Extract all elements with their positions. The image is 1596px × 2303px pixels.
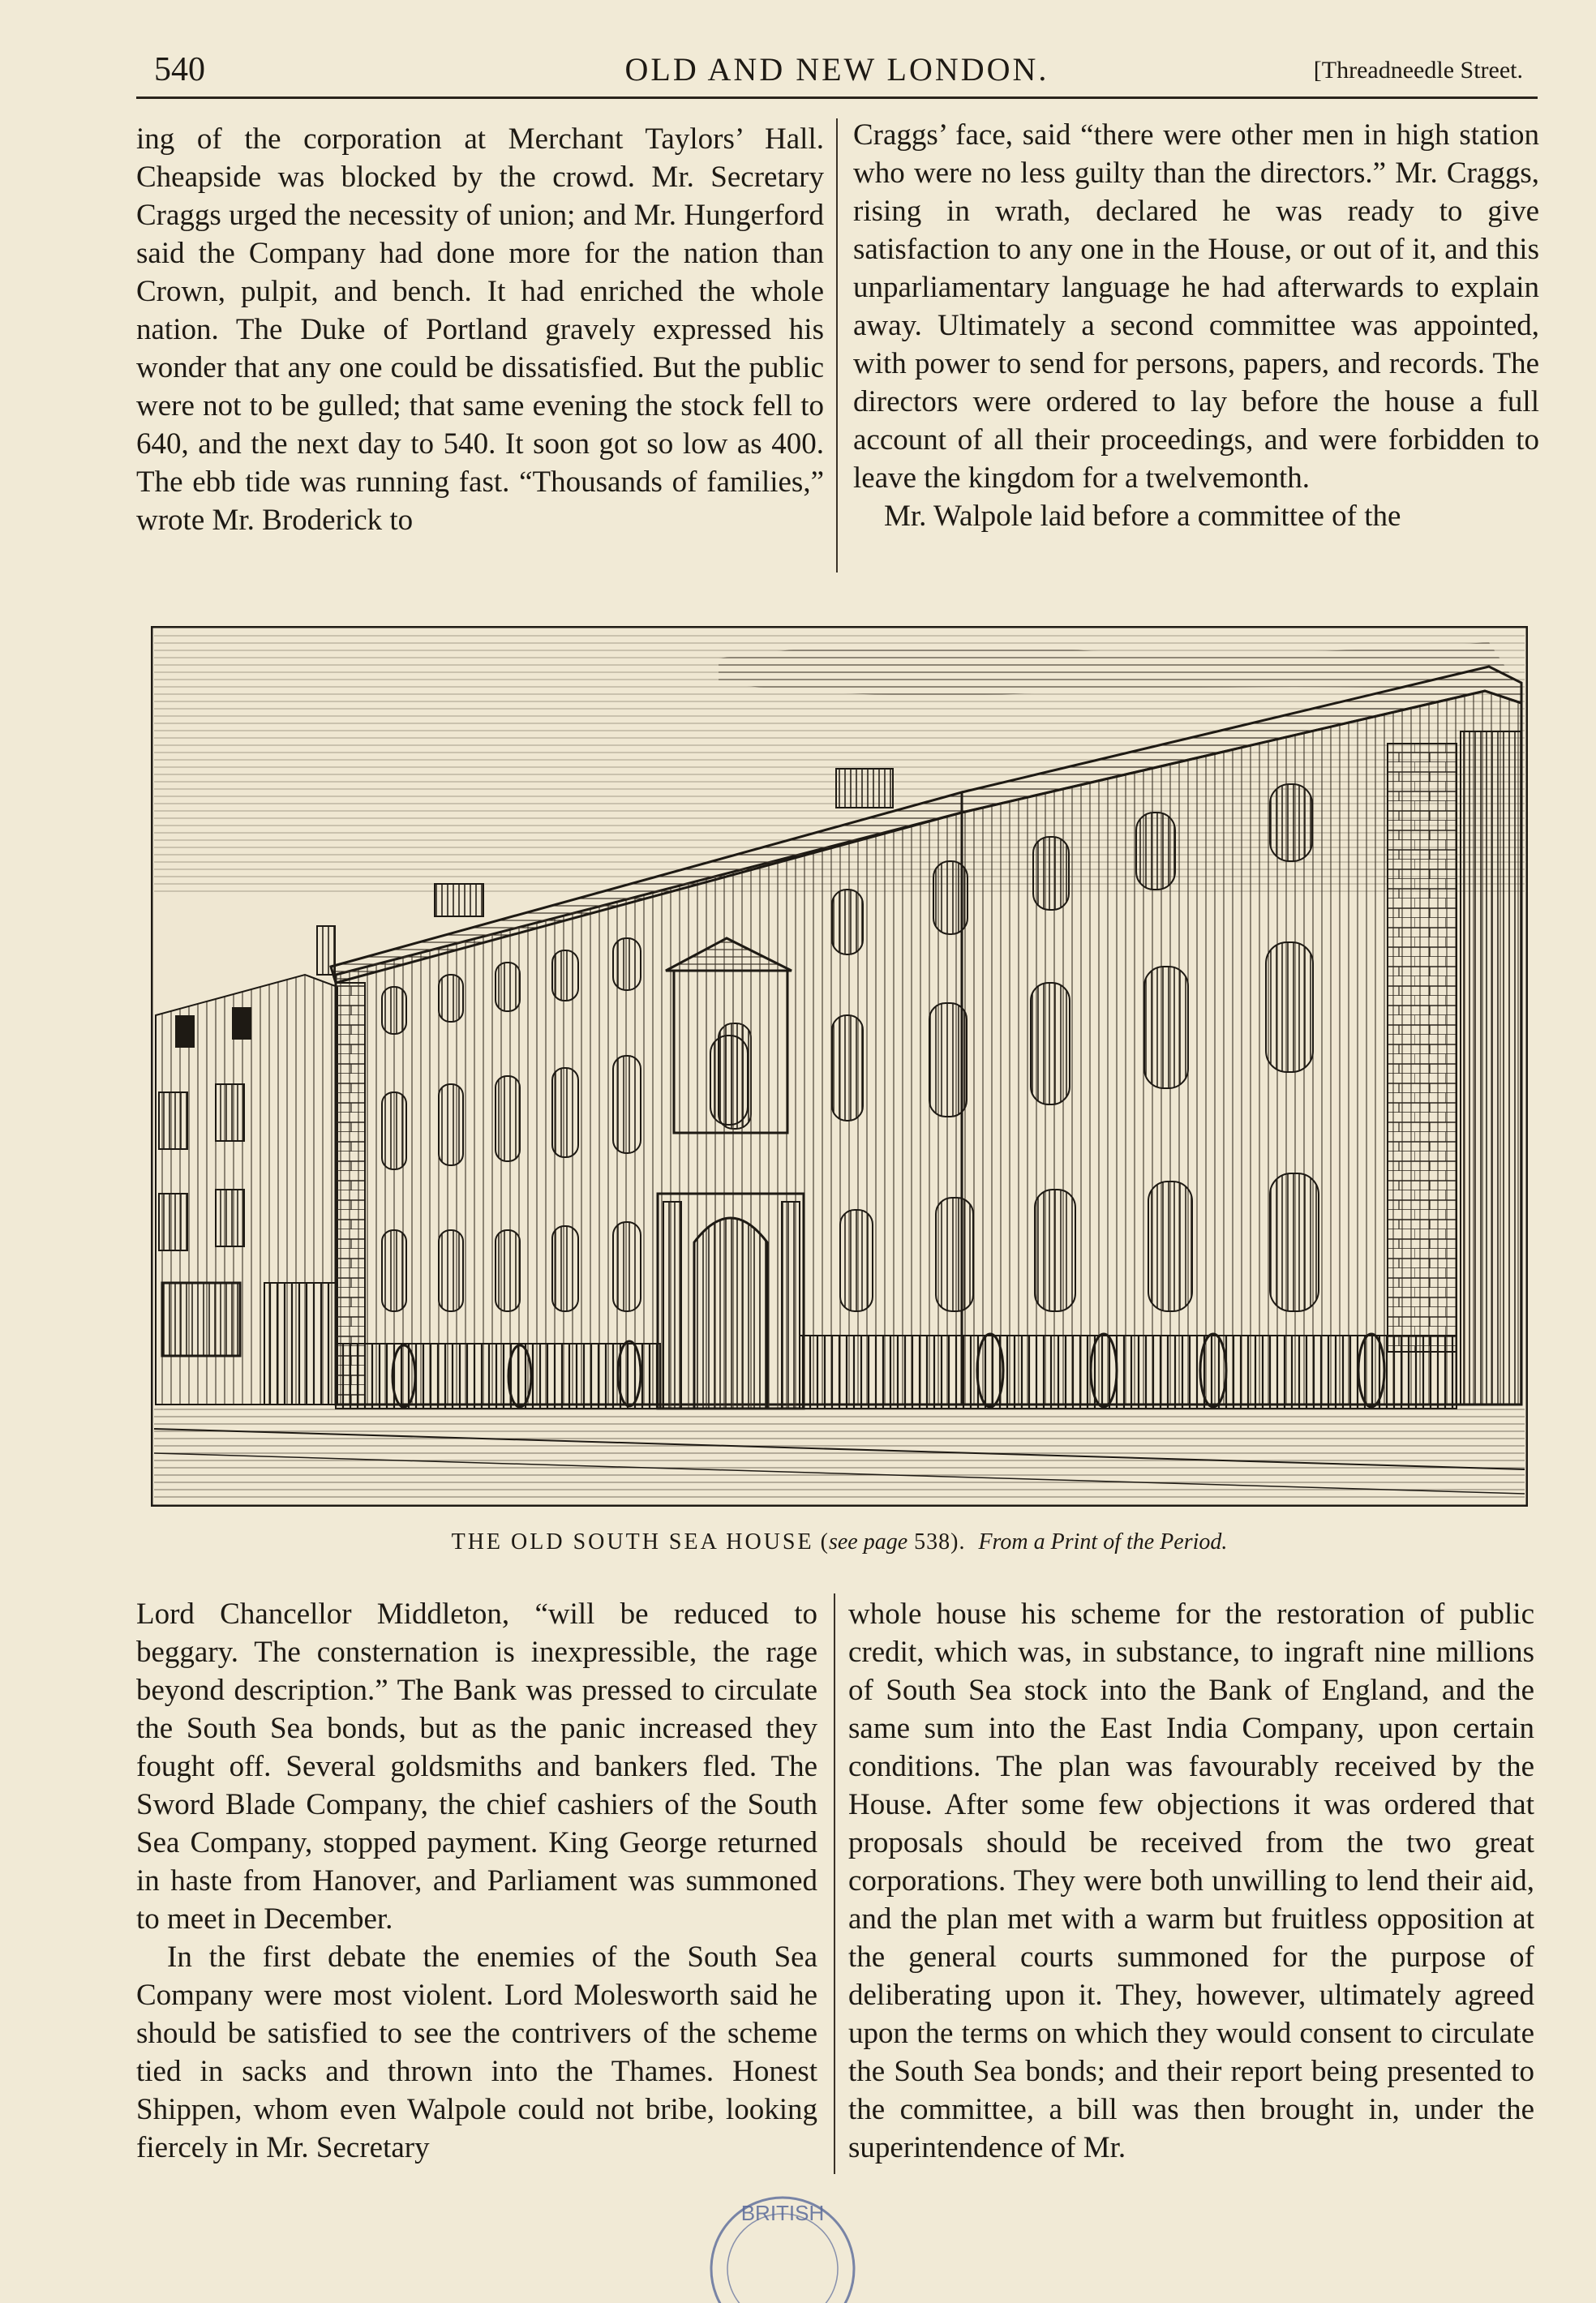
text-column-bottom-left [136, 1595, 817, 2167]
column-rule-bottom [834, 1593, 835, 2174]
paragraph: In the first debate the enemies of the South Sea Company were most violent. Lord Molesworth said he should be satisfied to see the contrivers of the scheme tied in sacks and thrown into the Thames. Honest Shippen, whom even Walpole could not bribe, looking fiercely in Mr. Secretary [136, 1941, 817, 2164]
column-rule-top [836, 118, 838, 573]
caption-source: From a Print of the Period. [978, 1529, 1228, 1555]
header-rule [136, 96, 1538, 99]
text-column-top-right [853, 116, 1539, 535]
paragraph: Mr. Walpole laid before a committee of the [884, 500, 1401, 533]
page-header [136, 50, 1538, 96]
caption-ref-number: 538). [907, 1529, 966, 1555]
south-sea-house-engraving [151, 626, 1528, 1507]
stamp-text: BRITISH [740, 2201, 825, 2225]
running-title: OLD AND NEW LONDON. [624, 51, 1049, 88]
caption-ref-open: ( [813, 1529, 829, 1555]
page-number: 540 [154, 51, 205, 88]
section-heading: [Threadneedle Street. [1313, 57, 1523, 84]
caption-title: THE OLD SOUTH SEA HOUSE [451, 1529, 814, 1555]
library-stamp [697, 2173, 868, 2303]
paragraph: Craggs’ face, said “there were other men in high station who were no less guilty than the directors.” Mr. Craggs, rising in wrath, declared he was ready to give satisfaction to any one in the House, or out of it, and this unparliamentary language he had afterwards to explain away. Ultimately a second committee was appointed, with power to send for persons, papers, and records. The directors were ordered to lay before the house a full account of all their proceedings, and were forbidden to leave the kingdom for a twelvemonth. [853, 118, 1539, 495]
caption-ref-label: see page [828, 1529, 908, 1555]
figure-caption [151, 1529, 1528, 1555]
paragraph: Lord Chancellor Middleton, “will be reduced to beggary. The consternation is inexpressible, the rage beyond description.” The Bank was pressed to circulate the South Sea bonds, but as the panic increased they fought off. Several goldsmiths and bankers fled. The Sword Blade Company, the chief cashiers of the South Sea Company, stopped payment. King George returned in haste from Hanover, and Parliament was summoned to meet in December. [136, 1598, 817, 1936]
text-column-top-left [136, 120, 824, 539]
text-column-bottom-right [848, 1595, 1534, 2167]
paragraph: whole house his scheme for the restoration of public credit, which was, in substance, to ingraft nine millions of South Sea stock into the Bank of England, and the same sum into the East India Company, upon certain conditions. The plan was favourably received by the House. After some few objections it was ordered that proposals should be received from the two great corporations. They were both unwilling to lend their aid, and the plan met with a warm but fruitless opposition at the general courts summoned for the purpose of deliberating upon it. They, however, ultimately agreed upon the terms on which they would consent to circulate the South Sea bonds; and their report being presented to the committee, a bill was then brought in, under the superintendence of Mr. [848, 1598, 1534, 2164]
paragraph: ing of the corporation at Merchant Taylors’ Hall. Cheapside was blocked by the crowd. Mr. Secretary Craggs urged the necessity of union; and Mr. Hungerford said the Company had done more for the nation than Crown, pulpit, and bench. It had enriched the whole nation. The Duke of Portland gravely expressed his wonder that any one could be dissatisfied. But the public were not to be gulled; that same evening the stock fell to 640, and the next day to 540. It soon got so low as 400. The ebb tide was running fast. “Thousands of families,” wrote Mr. Broderick to [136, 122, 824, 537]
